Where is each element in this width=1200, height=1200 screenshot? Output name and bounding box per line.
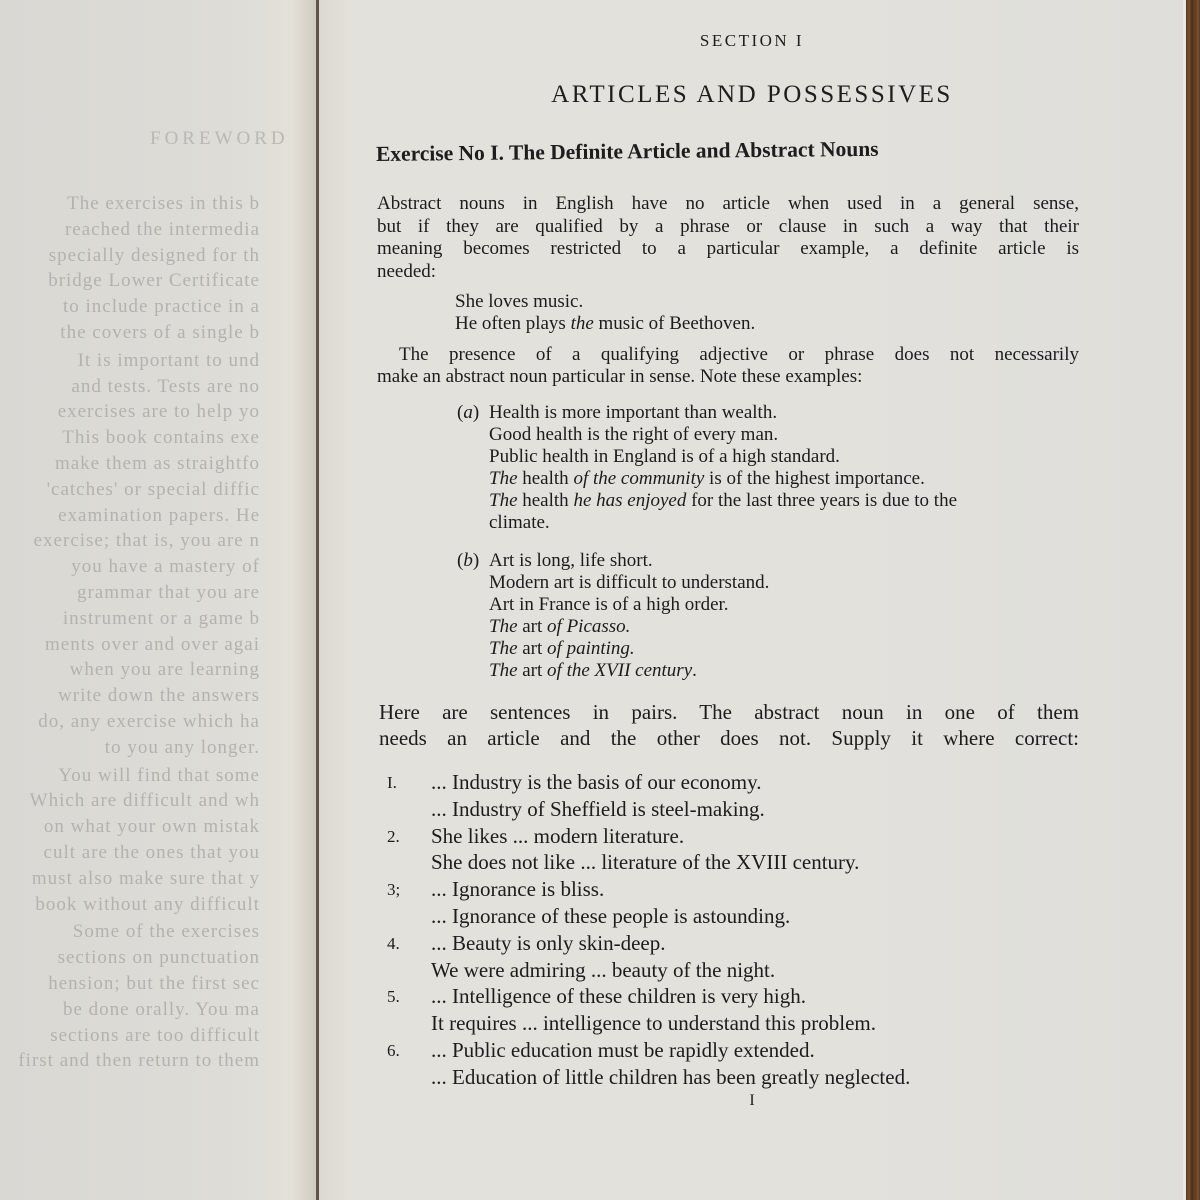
example-line: Modern art is difficult to understand. [489,572,770,593]
foreword-line: must also make sure that y [31,867,260,889]
right-page [319,0,1185,1200]
foreword-title: FOREWORD [150,128,289,149]
text-span: . [692,660,697,681]
foreword-line: instrument or a game b [62,607,260,629]
label-letter: b [463,550,473,571]
foreword-line: exercises are to help yo [57,401,260,423]
example-line: Art is long, life short. [489,550,653,571]
intro-line: but if they are qualified by a phrase or clause in such a way that their [377,215,1079,237]
item-sentence: She does not like ... literature of the XVIII century. [431,850,860,875]
instruction-line: needs an article and the other does not. Supply it where correct: [379,726,1079,750]
foreword-line: do, any exercise which ha [38,711,260,732]
foreword-line: cult are the ones that you [43,842,260,863]
example-line [489,468,925,490]
foreword-line: and tests. Tests are no [71,375,260,397]
item-sentence: We were admiring ... beauty of the night. [431,957,776,982]
section-label: SECTION I [699,31,805,50]
note-line: make an abstract noun particular in sense. Note these examples: [377,366,863,387]
instructions [379,699,1079,751]
example-line: Public health in England is of a high standard. [489,446,840,467]
note-paragraph [377,344,1079,367]
group-a-label [457,402,479,424]
italic-span: of painting. [547,638,635,659]
example-line: climate. [489,512,550,533]
text-span: art [517,660,548,681]
text-span: health [517,468,574,489]
foreword-line: grammar that you are [76,582,260,603]
foreword-line: Which are difficult and wh [29,790,260,812]
foreword-line: It is important to und [77,349,260,371]
italic-span: the [570,313,594,334]
intro-line: Abstract nouns in English have no article when used in a general sense, [377,193,1079,214]
example-line [489,490,957,512]
foreword-line: Some of the exercises [72,921,260,943]
italic-span: of the community [573,468,705,489]
foreword-line: to you any longer. [104,736,260,758]
italic-span: The [489,490,518,511]
text-span: is of the highest importance. [704,468,925,489]
intro-line: meaning becomes restricted to a particular example, a definite article is [377,238,1079,259]
wooden-table [1186,0,1200,1200]
note-line: The presence of a qualifying adjective or phrase does not necessarily [399,344,1079,365]
foreword-line: bridge Lower Certificate [48,270,260,292]
item-sentence: ... Ignorance of these people is astounding. [431,904,791,928]
page-number: I [749,1092,755,1109]
example-line [489,616,630,638]
example-line [455,313,755,335]
foreword-line: This book contains exe [62,427,260,449]
italic-span: The [489,616,518,637]
foreword-line: ments over and over agai [45,633,260,655]
paren: ( [457,550,464,571]
item-sentence: ... Industry is the basis of our economy. [431,770,762,794]
paren: ) [472,402,480,423]
item-number: 4. [387,933,400,953]
instruction-line: Here are sentences in pairs. The abstract noun in one of them [379,700,1079,724]
example-line: Health is more important than wealth. [489,402,778,423]
example-line: She loves music. [455,291,584,312]
foreword-line: specially designed for th [48,244,260,266]
item-sentence: ... Education of little children has been greatly neglected. [431,1064,911,1089]
item-sentence: ... Ignorance is bliss. [431,877,605,902]
item-sentence: ... Beauty is only skin-deep. [431,930,666,955]
italic-span: he has enjoyed [573,490,687,511]
italic-span: The [489,638,518,659]
foreword-line: on what your own mistak [43,816,260,838]
paren: ( [457,402,464,423]
item-number: 3; [387,880,401,900]
foreword-line: The exercises in this b [67,193,260,214]
text-span: music of Beethoven. [593,313,756,334]
left-page [0,0,318,1200]
example-line [489,660,697,682]
foreword-line: exercise; that is, you are n [33,530,260,552]
text-span: art [517,638,548,659]
italic-span: of Picasso. [547,616,631,637]
italic-span: The [489,468,518,489]
item-number: 2. [387,826,400,846]
foreword-line: be done orally. You ma [62,998,260,1020]
foreword-line: the covers of a single b [60,322,260,343]
foreword-line: sections are too difficult [50,1024,260,1046]
example-line [489,638,635,660]
foreword-line: write down the answers [58,685,260,707]
item-number: 6. [387,1041,400,1060]
text-span: He often plays [455,313,571,334]
foreword-line: you have a mastery of [71,556,260,578]
foreword-line: sections on punctuation [57,947,260,969]
foreword-line: 'catches' or special diffic [46,478,260,500]
page-title: ARTICLES AND POSSESSIVES [551,81,953,108]
item-number: I. [387,773,397,792]
foreword-line: to include practice in a [62,296,260,318]
example-line: Art in France is of a high order. [489,594,729,615]
text-span: for the last three years is due to the [686,490,958,511]
example-line: Good health is the right of every man. [489,424,779,445]
foreword-line: book without any difficult [35,893,260,915]
foreword-line: reached the intermedia [64,218,260,240]
intro-paragraph [377,193,1079,261]
foreword-line: You will find that some [58,764,260,786]
foreword-line: first and then return to them [18,1050,260,1072]
text-span: health [517,490,574,511]
paren: ) [472,550,480,571]
foreword-line: when you are learning [69,659,260,681]
foreword-line: hension; but the first sec [48,973,260,994]
label-letter: a [463,402,473,423]
group-b-label [457,550,479,572]
foreword-line: examination papers. He [58,504,260,526]
item-sentence: ... Industry of Sheffield is steel-making. [431,796,765,821]
text-span: art [517,616,548,637]
intro-line: needed: [377,261,437,282]
item-number: 5. [387,987,400,1007]
item-sentence: It requires ... intelligence to understand this problem. [431,1011,876,1036]
item-sentence: She likes ... modern literature. [431,823,685,848]
exercise-heading: Exercise No I. The Definite Article and Abstract Nouns [375,136,879,166]
foreword-line: make them as straightfo [54,453,260,474]
item-sentence: ... Intelligence of these children is very high. [431,984,806,1009]
item-sentence: ... Public education must be rapidly extended. [431,1038,815,1062]
italic-span: of the XVII century [547,660,693,681]
italic-span: The [489,660,518,681]
